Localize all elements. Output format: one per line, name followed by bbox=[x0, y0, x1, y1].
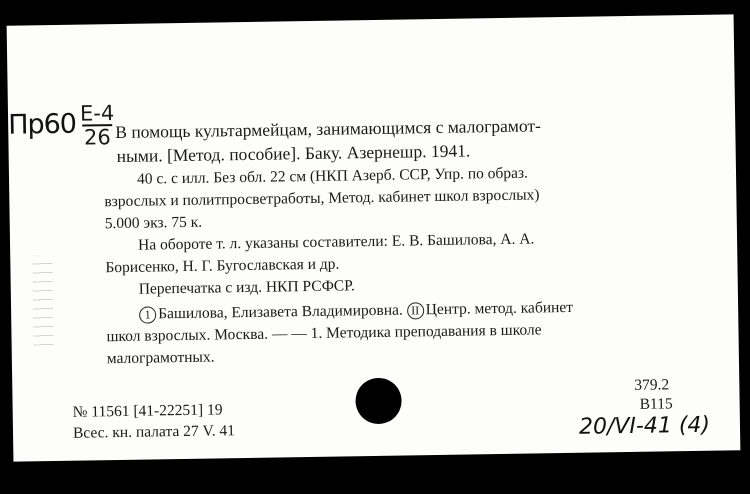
tracing-number-2: II bbox=[407, 302, 424, 319]
title-line-1: В помощь культармейцам, занимающимся с малограмот- bbox=[115, 115, 542, 143]
tracing-number-1: 1 bbox=[139, 306, 156, 323]
tracing-line-2: школ взрослых. Москва. — — 1. Методика преподавания в школе bbox=[106, 321, 542, 346]
registration-chamber: Всес. кн. палата 27 V. 41 bbox=[72, 422, 236, 442]
note-line-1: На обороте т. л. указаны составители: Е. В. Башилова, А. А. bbox=[137, 230, 535, 254]
shelf-mark bbox=[8, 109, 76, 141]
tracing-text-2: Центр. метод. кабинет bbox=[425, 298, 574, 319]
registration-number: № 11561 [41-22251] 19 bbox=[72, 401, 223, 421]
tracing-text-1: Башилова, Елизавета Владимировна. bbox=[158, 301, 407, 323]
note-line-2: Борисенко, Н. Г. Бугославская и др. bbox=[105, 255, 340, 277]
tracing-line-1 bbox=[139, 300, 573, 324]
tracing-line-3: малограмотных. bbox=[106, 348, 215, 368]
shelf-mark-prefix: Пр60 bbox=[7, 108, 77, 141]
punch-hole bbox=[355, 378, 402, 425]
class-number-author-mark: В115 bbox=[639, 395, 673, 413]
handwritten-date: 20/VI-41 (4) bbox=[578, 412, 711, 440]
title-line-2: ными. [Метод. пособие]. Баку. Азернешр. 1941. bbox=[116, 140, 471, 167]
description-line-3: 5.000 экз. 75 к. bbox=[104, 213, 203, 233]
shelf-mark-denominator: 26 bbox=[83, 125, 111, 150]
note-line-3: Перепечатка с изд. НКП РСФСР. bbox=[138, 277, 355, 298]
catalog-card bbox=[7, 14, 741, 461]
description-line-2: взрослых и политпросветработы, Метод. кабинет школ взрослых) bbox=[104, 186, 540, 211]
description-line-1: 40 с. с илл. Без обл. 22 см (НКП Азерб. ССР, Упр. по образ. bbox=[136, 164, 529, 188]
shelf-mark-fraction bbox=[80, 102, 115, 149]
margin-smudge bbox=[32, 255, 53, 345]
class-number-udc: 379.2 bbox=[634, 376, 670, 394]
shelf-mark-numerator: Е-4 bbox=[79, 101, 115, 126]
